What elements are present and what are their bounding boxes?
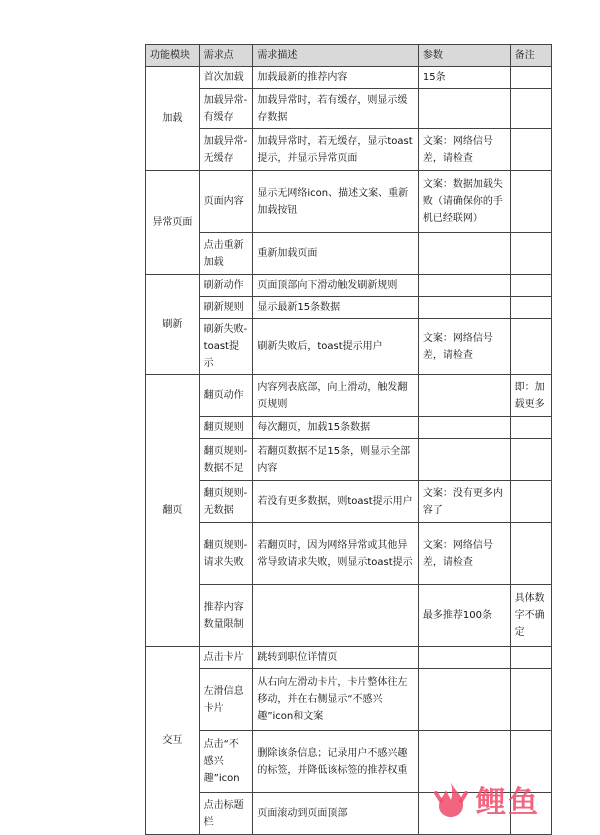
param-cell — [418, 375, 510, 417]
table-row — [146, 67, 552, 89]
header-note: 备注 — [510, 45, 551, 67]
module-cell: 加载 — [146, 67, 200, 171]
desc-cell: 显示最新15条数据 — [253, 297, 419, 319]
point-cell: 左滑信息卡片 — [199, 669, 253, 731]
desc-cell: 每次翻页，加载15条数据 — [253, 417, 419, 439]
desc-cell: 内容列表底部，向上滑动，触发翻页规则 — [253, 375, 419, 417]
point-cell: 点击标题栏 — [199, 793, 253, 835]
table-row — [146, 275, 552, 297]
note-cell — [510, 233, 551, 275]
desc-cell: 跳转到职位详情页 — [253, 647, 419, 669]
header-desc: 需求描述 — [253, 45, 419, 67]
note-cell: 即：加载更多 — [510, 375, 551, 417]
point-cell: 翻页规则-请求失败 — [199, 523, 253, 585]
requirements-table — [145, 44, 552, 835]
fire-icon — [430, 779, 472, 819]
point-cell: 刷新失败-toast提示 — [199, 319, 253, 375]
param-cell — [418, 297, 510, 319]
header-param: 参数 — [418, 45, 510, 67]
watermark-logo — [430, 776, 580, 822]
point-cell: 首次加载 — [199, 67, 253, 89]
desc-cell: 加载异常时，若有缓存，则显示缓存数据 — [253, 89, 419, 129]
param-cell: 文案：没有更多内容了 — [418, 481, 510, 523]
point-cell: 加载异常-有缓存 — [199, 89, 253, 129]
table-row — [146, 439, 552, 481]
table-row — [146, 417, 552, 439]
desc-cell: 删除该条信息；记录用户不感兴趣的标签，并降低该标签的推荐权重 — [253, 731, 419, 793]
desc-cell: 若翻页数据不足15条，则显示全部内容 — [253, 439, 419, 481]
table-row — [146, 89, 552, 129]
point-cell: 翻页规则-数据不足 — [199, 439, 253, 481]
point-cell: 页面内容 — [199, 171, 253, 233]
table-row — [146, 523, 552, 585]
module-cell: 翻页 — [146, 375, 200, 647]
table-row — [146, 481, 552, 523]
desc-cell: 加载最新的推荐内容 — [253, 67, 419, 89]
param-cell: 文案：数据加载失败（请确保你的手机已经联网） — [418, 171, 510, 233]
param-cell: 最多推荐100条 — [418, 585, 510, 647]
note-cell — [510, 67, 551, 89]
note-cell — [510, 319, 551, 375]
point-cell: 翻页动作 — [199, 375, 253, 417]
param-cell — [418, 417, 510, 439]
table-row — [146, 647, 552, 669]
header-point: 需求点 — [199, 45, 253, 67]
param-cell: 文案：网络信号差，请检查 — [418, 129, 510, 171]
point-cell: 点击卡片 — [199, 647, 253, 669]
desc-cell: 重新加载页面 — [253, 233, 419, 275]
note-cell — [510, 171, 551, 233]
point-cell: 点击重新加载 — [199, 233, 253, 275]
point-cell: 刷新动作 — [199, 275, 253, 297]
table-row — [146, 129, 552, 171]
note-cell — [510, 439, 551, 481]
note-cell — [510, 481, 551, 523]
param-cell — [418, 669, 510, 731]
desc-cell: 页面滚动到页面顶部 — [253, 793, 419, 835]
param-cell: 15条 — [418, 67, 510, 89]
note-cell — [510, 129, 551, 171]
note-cell — [510, 669, 551, 731]
desc-cell: 从右向左滑动卡片，卡片整体往左移动，并在右侧显示“不感兴趣”icon和文案 — [253, 669, 419, 731]
param-cell — [418, 439, 510, 481]
table-row — [146, 669, 552, 731]
note-cell — [510, 89, 551, 129]
point-cell: 推荐内容数量限制 — [199, 585, 253, 647]
table-header-row — [146, 45, 552, 67]
desc-cell: 刷新失败后，toast提示用户 — [253, 319, 419, 375]
table-row — [146, 375, 552, 417]
desc-cell: 显示无网络icon、描述文案、重新加载按钮 — [253, 171, 419, 233]
point-cell: 翻页规则-无数据 — [199, 481, 253, 523]
desc-cell: 若没有更多数据，则toast提示用户 — [253, 481, 419, 523]
desc-cell: 若翻页时，因为网络异常或其他异常导致请求失败，则显示toast提示 — [253, 523, 419, 585]
note-cell — [510, 647, 551, 669]
table-row — [146, 319, 552, 375]
header-module: 功能模块 — [146, 45, 200, 67]
param-cell — [418, 233, 510, 275]
param-cell — [418, 647, 510, 669]
param-cell — [418, 275, 510, 297]
param-cell — [418, 89, 510, 129]
note-cell — [510, 523, 551, 585]
table-row — [146, 297, 552, 319]
point-cell: 刷新规则 — [199, 297, 253, 319]
point-cell: 点击“不感兴趣”icon — [199, 731, 253, 793]
param-cell: 文案：网络信号差，请检查 — [418, 523, 510, 585]
table-row — [146, 171, 552, 233]
note-cell — [510, 297, 551, 319]
watermark-text: 鲤鱼 — [476, 785, 540, 820]
desc-cell: 页面顶部向下滑动触发刷新规则 — [253, 275, 419, 297]
module-cell: 异常页面 — [146, 171, 200, 275]
note-cell — [510, 275, 551, 297]
module-cell: 交互 — [146, 647, 200, 835]
desc-cell — [253, 585, 419, 647]
note-cell — [510, 417, 551, 439]
module-cell: 刷新 — [146, 275, 200, 375]
note-cell: 具体数字不确定 — [510, 585, 551, 647]
point-cell: 加载异常-无缓存 — [199, 129, 253, 171]
table-row — [146, 233, 552, 275]
param-cell: 文案：网络信号差，请检查 — [418, 319, 510, 375]
desc-cell: 加载异常时，若无缓存，显示toast提示，并显示异常页面 — [253, 129, 419, 171]
table-row — [146, 585, 552, 647]
point-cell: 翻页规则 — [199, 417, 253, 439]
